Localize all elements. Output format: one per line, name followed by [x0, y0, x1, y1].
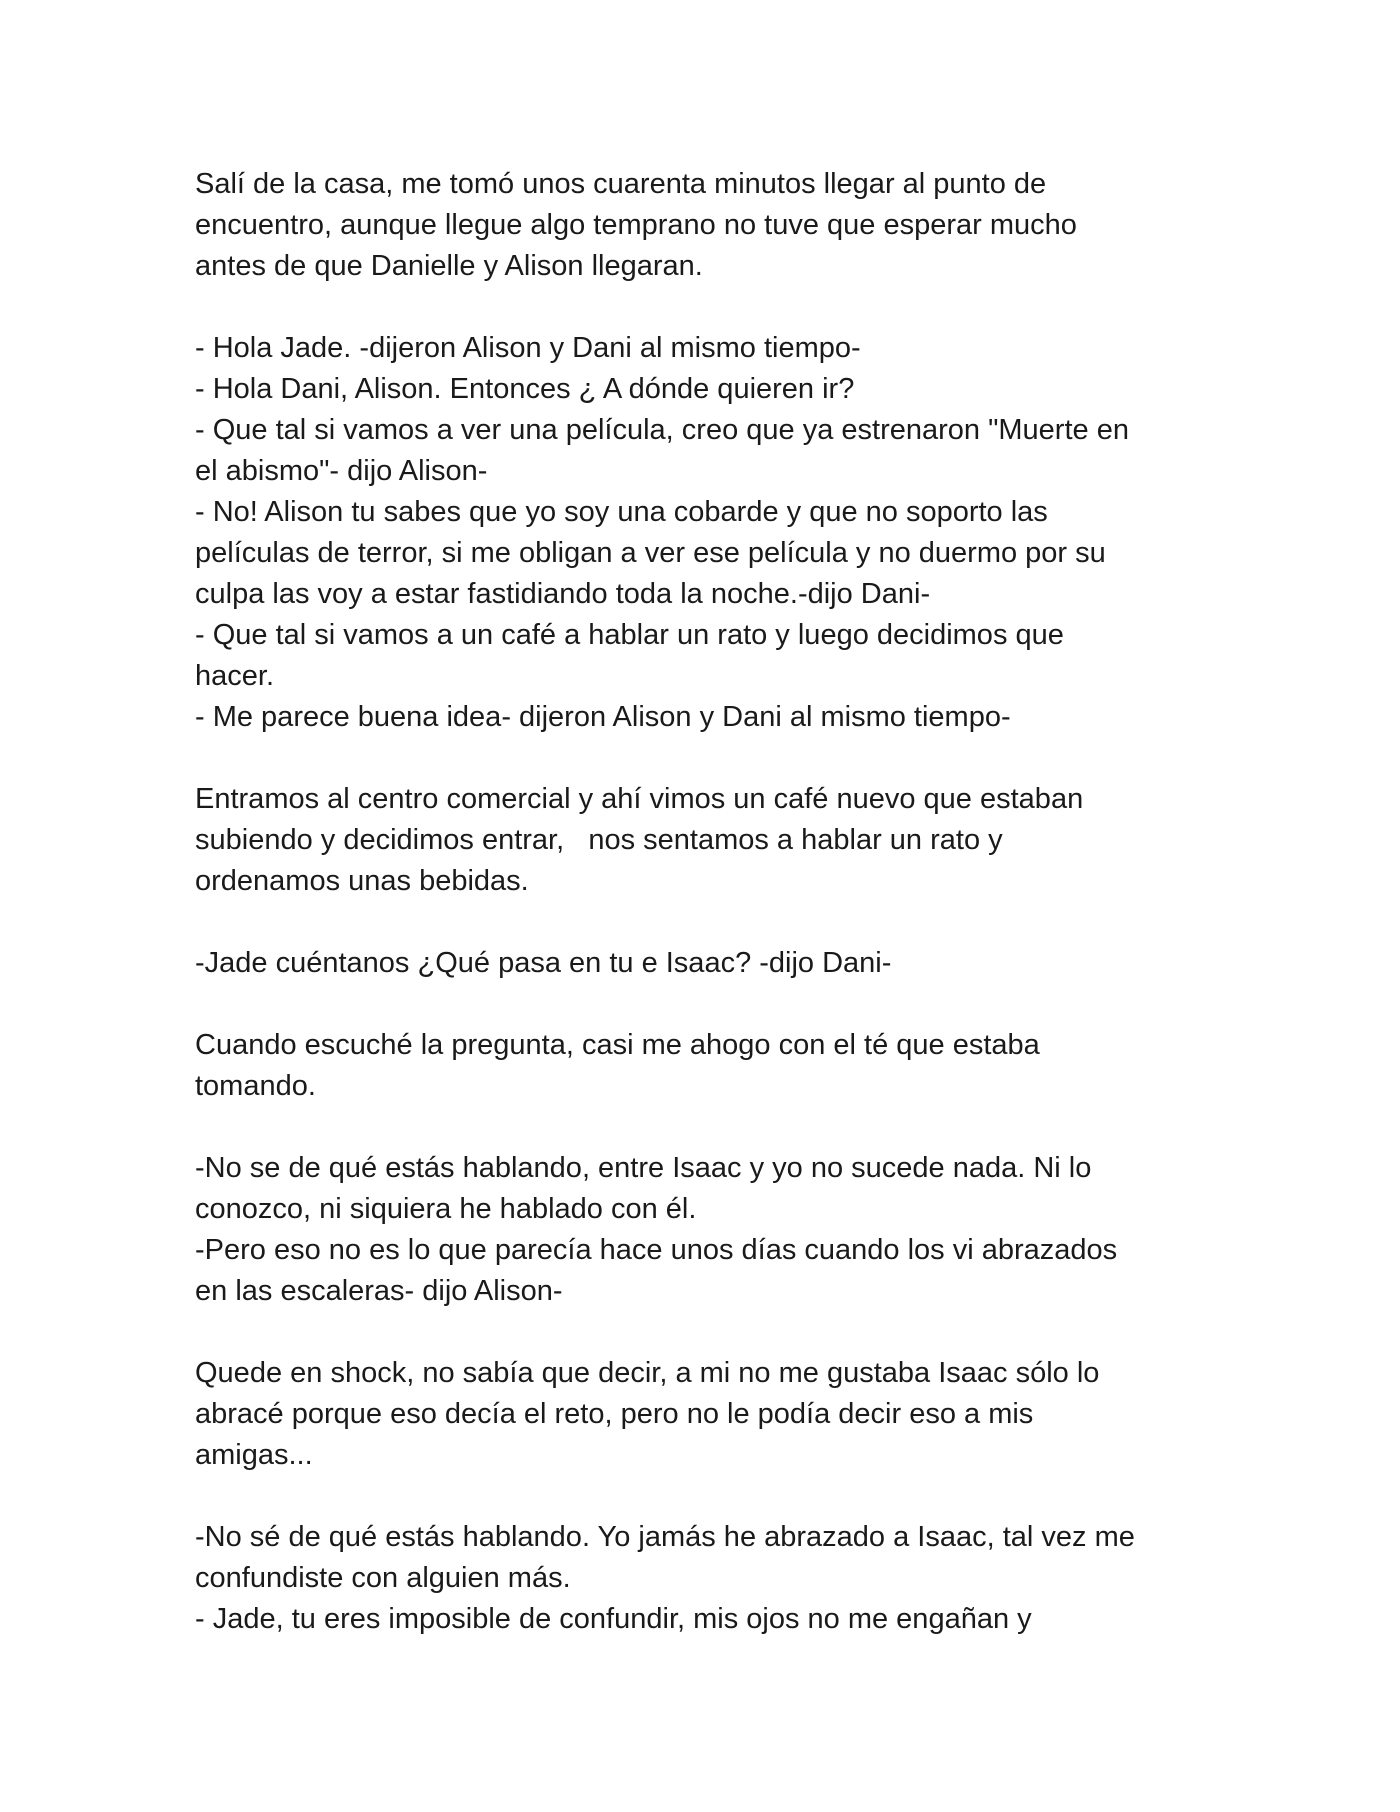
text-line: subiendo y decidimos entrar, nos sentamos a hablar un rato y	[195, 824, 1003, 856]
paragraph-gap	[195, 1312, 1225, 1353]
document-body	[195, 164, 1225, 1640]
text-line: - Que tal si vamos a un café a hablar un rato y luego decidimos que	[195, 619, 1064, 651]
text-line: culpa las voy a estar fastidiando toda la noche.-dijo Dani-	[195, 578, 931, 610]
paragraph-gap	[195, 287, 1225, 328]
text-line: antes de que Danielle y Alison llegaran.	[195, 250, 703, 282]
text-line: en las escaleras- dijo Alison-	[195, 1275, 563, 1307]
paragraph-gap	[195, 1476, 1225, 1517]
text-line: - No! Alison tu sabes que yo soy una cobarde y que no soporto las	[195, 496, 1048, 528]
text-line: -Jade cuéntanos ¿Qué pasa en tu e Isaac? -dijo Dani-	[195, 947, 892, 979]
text-line: confundiste con alguien más.	[195, 1562, 571, 1594]
text-line: - Hola Jade. -dijeron Alison y Dani al mismo tiempo-	[195, 332, 861, 364]
text-line: Salí de la casa, me tomó unos cuarenta minutos llegar al punto de	[195, 168, 1047, 200]
text-line: conozco, ni siquiera he hablado con él.	[195, 1193, 697, 1225]
text-line: -No se de qué estás hablando, entre Isaac y yo no sucede nada. Ni lo	[195, 1152, 1092, 1184]
text-line: hacer.	[195, 660, 274, 692]
text-line: - Hola Dani, Alison. Entonces ¿ A dónde quieren ir?	[195, 373, 855, 405]
text-line: Cuando escuché la pregunta, casi me ahogo con el té que estaba	[195, 1029, 1040, 1061]
text-line: - Jade, tu eres imposible de confundir, mis ojos no me engañan y	[195, 1603, 1032, 1635]
text-line: películas de terror, si me obligan a ver ese película y no duermo por su	[195, 537, 1106, 569]
text-line: el abismo"- dijo Alison-	[195, 455, 488, 487]
text-line: Quede en shock, no sabía que decir, a mi no me gustaba Isaac sólo lo	[195, 1357, 1100, 1389]
paragraph-gap	[195, 902, 1225, 943]
text-line: amigas...	[195, 1439, 313, 1471]
text-line: tomando.	[195, 1070, 316, 1102]
paragraph-gap	[195, 738, 1225, 779]
paragraph-gap	[195, 984, 1225, 1025]
text-line: Entramos al centro comercial y ahí vimos un café nuevo que estaban	[195, 783, 1084, 815]
text-line: - Que tal si vamos a ver una película, creo que ya estrenaron "Muerte en	[195, 414, 1129, 446]
text-line: abracé porque eso decía el reto, pero no le podía decir eso a mis	[195, 1398, 1034, 1430]
text-line: - Me parece buena idea- dijeron Alison y Dani al mismo tiempo-	[195, 701, 1011, 733]
text-line: -No sé de qué estás hablando. Yo jamás he abrazado a Isaac, tal vez me	[195, 1521, 1135, 1553]
text-line: encuentro, aunque llegue algo temprano no tuve que esperar mucho	[195, 209, 1077, 241]
text-line: -Pero eso no es lo que parecía hace unos días cuando los vi abrazados	[195, 1234, 1118, 1266]
paragraph-gap	[195, 1107, 1225, 1148]
text-line: ordenamos unas bebidas.	[195, 865, 529, 897]
